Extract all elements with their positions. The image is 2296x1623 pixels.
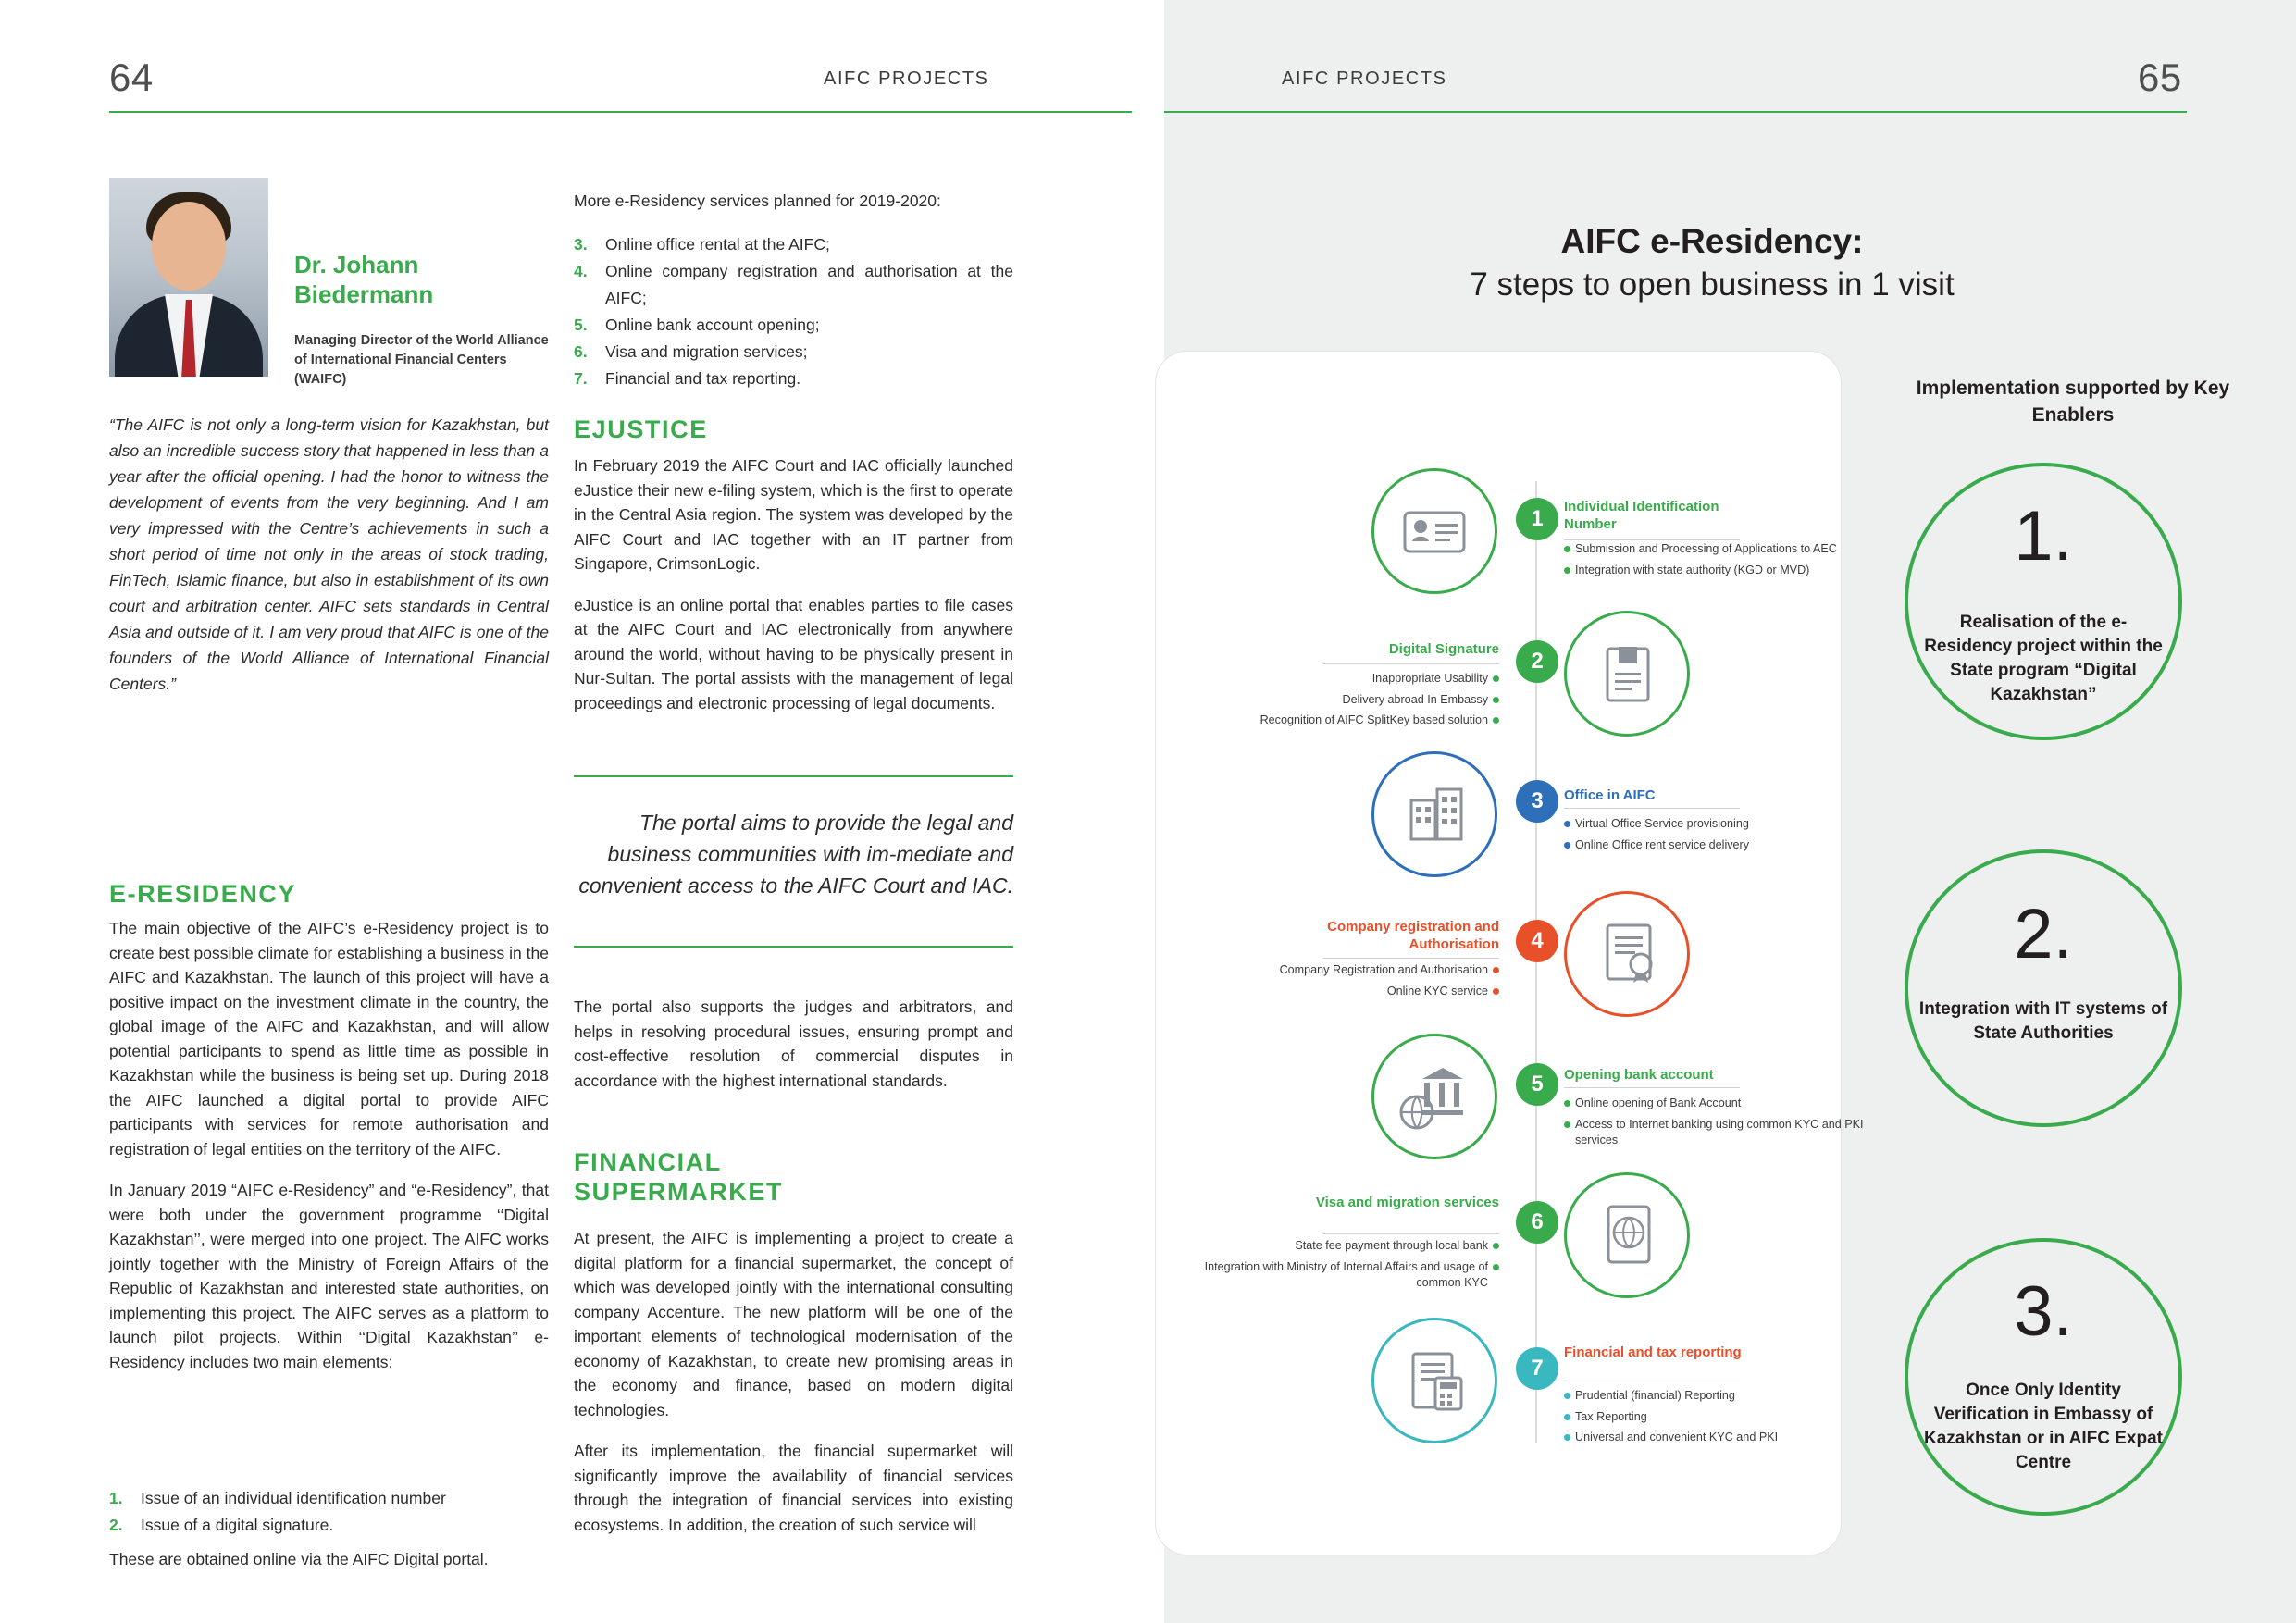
list-text: Issue of a digital signature. bbox=[141, 1516, 334, 1534]
bullet-text: Delivery abroad In Embassy bbox=[1342, 692, 1488, 706]
tax-report-icon bbox=[1371, 1318, 1497, 1443]
step-title-6: Visa and migration services bbox=[1315, 1195, 1499, 1210]
id-card-icon bbox=[1371, 468, 1497, 594]
list-text: Visa and migration services; bbox=[605, 342, 808, 361]
list-item bbox=[574, 312, 1013, 339]
running-head-left: AIFC PROJECTS bbox=[824, 68, 989, 89]
bullet-text: Inappropriate Usability bbox=[1371, 672, 1488, 685]
step-badge-5: 5 bbox=[1516, 1063, 1558, 1106]
pullquote-rule-bottom bbox=[574, 946, 1013, 948]
step-title-4: Company registration and Authorisation bbox=[1327, 919, 1499, 952]
list-text: Online company registration and authorisation at the AIFC; bbox=[605, 262, 1013, 307]
list-number: 1. bbox=[109, 1489, 123, 1507]
step-bullets-1 bbox=[1564, 541, 1869, 583]
document-signature-icon bbox=[1564, 611, 1690, 737]
list-text: Online office rental at the AIFC; bbox=[605, 235, 830, 254]
bullet-text: Prudential (financial) Reporting bbox=[1575, 1389, 1735, 1402]
list-text: Issue of an individual identification number bbox=[141, 1489, 446, 1507]
step-underline-4 bbox=[1323, 958, 1499, 959]
enablers-heading: Implementation supported by Key Enablers bbox=[1916, 378, 2230, 426]
pullquote-rule-top bbox=[574, 775, 1013, 777]
step-underline-2 bbox=[1323, 663, 1499, 664]
header-rule-right bbox=[1164, 111, 2187, 113]
enabler-circle-2 bbox=[1905, 849, 2182, 1127]
bullet-text: Tax Reporting bbox=[1575, 1409, 1647, 1423]
step-badge-6: 6 bbox=[1516, 1201, 1558, 1244]
list-item bbox=[574, 365, 1013, 392]
infographic-title bbox=[1203, 220, 2221, 307]
eresidency-closing: These are obtained online via the AIFC Digital portal. bbox=[109, 1550, 489, 1568]
header-rule-left bbox=[109, 111, 1132, 113]
pull-quote-ejustice: The portal aims to provide the legal and business communities with im-mediate and convenient access to the AIFC Court and IAC. bbox=[578, 811, 1013, 898]
list-item bbox=[574, 258, 1013, 312]
step-title-7: Financial and tax reporting bbox=[1564, 1344, 1742, 1360]
step-title-2: Digital Signature bbox=[1388, 641, 1499, 657]
certificate-icon bbox=[1564, 891, 1690, 1017]
step-badge-4: 4 bbox=[1516, 920, 1558, 962]
list-item bbox=[109, 1485, 549, 1512]
bullet-text: Online KYC service bbox=[1386, 984, 1488, 997]
office-building-icon bbox=[1371, 751, 1497, 877]
bullet-text: Company Registration and Authorisation bbox=[1279, 963, 1488, 976]
timeline-spine bbox=[1535, 481, 1537, 1443]
bullet-text: Online Office rent service delivery bbox=[1575, 837, 1750, 851]
step-bullets-6 bbox=[1203, 1238, 1499, 1296]
list-text: Online bank account opening; bbox=[605, 316, 820, 334]
step-badge-2: 2 bbox=[1516, 640, 1558, 683]
bullet-text: State fee payment through local bank bbox=[1295, 1239, 1488, 1252]
bullet-text: Universal and convenient KYC and PKI bbox=[1575, 1431, 1779, 1443]
bullet-text: Access to Internet banking using common KYC and PKI services bbox=[1575, 1117, 1864, 1146]
eresidency-paragraph-1: The main objective of the AIFC’s e-Residency project is to create best possible climate for establishing a business in the AIFC and Kazakhstan. The launch of this project will have a positive impact on the investment climate in the country, the global image of the AIFC and Kazakhstan, and will allow potential participants to spend as little time as possible in Kazakhstan while the business is being set up. During 2018 the AIFC launched a digital portal to provide AIFC participants with services for remote authorisation and registration of legal entities on the territory of the AIFC. bbox=[109, 919, 549, 1158]
enabler-number-3: 3. bbox=[2014, 1272, 2073, 1351]
step-bullets-3 bbox=[1564, 816, 1869, 858]
step-badge-3: 3 bbox=[1516, 780, 1558, 823]
person-role: Managing Director of the World Alliance of International Financial Centers (WAIFC) bbox=[294, 333, 549, 387]
services-intro: More e-Residency services planned for 2019-2020: bbox=[574, 192, 941, 210]
step-underline-6 bbox=[1323, 1233, 1499, 1234]
enabler-number-2: 2. bbox=[2014, 895, 2073, 973]
step-underline-5 bbox=[1564, 1087, 1740, 1088]
step-underline-3 bbox=[1564, 808, 1740, 809]
list-number: 2. bbox=[109, 1516, 123, 1534]
enabler-text-2: Integration with IT systems of State Authorities bbox=[1918, 999, 2168, 1043]
list-item bbox=[574, 339, 1013, 365]
bank-globe-icon bbox=[1371, 1034, 1497, 1159]
financial-paragraph-2: After its implementation, the financial supermarket will significantly improve the availability of financial services through the integration of financial services into existing ecosystems. In addition, the creation of such service will bbox=[574, 1442, 1013, 1534]
step-title-5: Opening bank account bbox=[1564, 1067, 1714, 1083]
step-title-3: Office in AIFC bbox=[1564, 787, 1656, 803]
infographic-title-line2: 7 steps to open business in 1 visit bbox=[1470, 266, 1955, 303]
bullet-text: Integration with state authority (KGD or MVD) bbox=[1575, 563, 1810, 576]
passport-icon bbox=[1564, 1172, 1690, 1298]
heading-eresidency: E-RESIDENCY bbox=[109, 880, 297, 908]
list-number: 6. bbox=[574, 342, 588, 361]
step-underline-1 bbox=[1564, 539, 1740, 540]
step-bullets-2 bbox=[1203, 671, 1499, 734]
list-item bbox=[109, 1512, 549, 1539]
ejustice-paragraph-1: In February 2019 the AIFC Court and IAC officially launched eJustice their new e-filing system, which is the first to operate in the Central Asia region. The system was developed by the AIFC Court and IAC together with an IT partner from Singapore, CrimsonLogic. bbox=[574, 456, 1013, 573]
step-bullets-4 bbox=[1203, 962, 1499, 1004]
portrait-photo bbox=[109, 178, 268, 377]
bullet-text: Integration with Ministry of Internal Affairs and usage of common KYC bbox=[1204, 1259, 1488, 1289]
step-badge-7: 7 bbox=[1516, 1347, 1558, 1390]
page-number-left: 64 bbox=[109, 56, 154, 99]
list-number: 7. bbox=[574, 369, 588, 388]
step-bullets-7 bbox=[1564, 1388, 1869, 1451]
running-head-right: AIFC PROJECTS bbox=[1282, 68, 1447, 89]
step-bullets-5 bbox=[1564, 1096, 1869, 1154]
bullet-text: Virtual Office Service provisioning bbox=[1575, 817, 1749, 830]
list-item bbox=[574, 231, 1013, 258]
bullet-text: Online opening of Bank Account bbox=[1575, 1096, 1742, 1109]
enabler-text-1: Realisation of the e-Residency project within the State program “Digital Kazakhstan” bbox=[1924, 613, 2163, 704]
step-badge-1: 1 bbox=[1516, 498, 1558, 540]
heading-ejustice: EJUSTICE bbox=[574, 415, 708, 443]
page-number-right: 65 bbox=[2138, 56, 2182, 99]
pull-quote-person: “The AIFC is not only a long-term vision for Kazakhstan, but also an incredible success story that happened in less than a year after the official opening. I had the honor to witness the development of events from the very beginning. And I am very impressed with the Centre’s achievements in such a short period of time not only in the areas of stock trading, FinTech, Islamic finance, but also in establishment of its own court and arbitration center. AIFC sets standards in Central Asia and outside of it. I am very proud that AIFC is one of the founders of the World Alliance of International Financial Centers.” bbox=[109, 415, 549, 693]
list-text: Financial and tax reporting. bbox=[605, 369, 801, 388]
eresidency-paragraph-2: In January 2019 “AIFC e-Residency” and “e-Residency”, that were both under the government programme ‘‘Digital Kazakhstan’’, were merged into one project. The AIFC works jointly together with the Ministry of Foreign Affairs of the Republic of Kazakhstan and interested state authorities, on implementing this project. The AIFC serves as a platform to launch pilot projects. Within ‘‘Digital Kazakhstan’’ e-Residency includes two main elements: bbox=[109, 1181, 549, 1371]
ejustice-paragraph-3: The portal also supports the judges and arbitrators, and helps in resolving procedural issues, ensuring prompt and cost-effective resolution of commercial disputes in accordance with the highest international standards. bbox=[574, 997, 1013, 1090]
ejustice-paragraph-2: eJustice is an online portal that enables parties to file cases at the AIFC Court and IAC electronically from anywhere around the world, without having to be physically present in Nur-Sultan. The portal assists with the management of legal proceedings and electronic processing of legal documents. bbox=[574, 595, 1013, 712]
step-title-1: Individual Identification Number bbox=[1564, 499, 1719, 532]
bullet-text: Recognition of AIFC SplitKey based solution bbox=[1260, 713, 1488, 726]
financial-paragraph-1: At present, the AIFC is implementing a project to create a digital platform for a financial supermarket, the concept of which was developed jointly with the international consulting company Accenture. The new platform will be one of the important elements of technological modernisation of the economy of Kazakhstan, to create new promising areas in the economy and finance, based on modern digital technologies. bbox=[574, 1229, 1013, 1419]
enabler-text-3: Once Only Identity Verification in Embassy of Kazakhstan or in AIFC Expat Centre bbox=[1924, 1381, 2163, 1472]
enabler-number-1: 1. bbox=[2014, 497, 2073, 576]
person-name: Dr. Johann Biedermann bbox=[294, 251, 434, 308]
list-number: 3. bbox=[574, 235, 588, 254]
heading-financial-supermarket: FINANCIAL SUPERMARKET bbox=[574, 1148, 784, 1206]
infographic-title-line1: AIFC e-Residency: bbox=[1560, 222, 1864, 260]
bullet-text: Submission and Processing of Applications to AEC bbox=[1575, 542, 1837, 555]
list-number: 5. bbox=[574, 316, 588, 334]
list-number: 4. bbox=[574, 262, 588, 280]
